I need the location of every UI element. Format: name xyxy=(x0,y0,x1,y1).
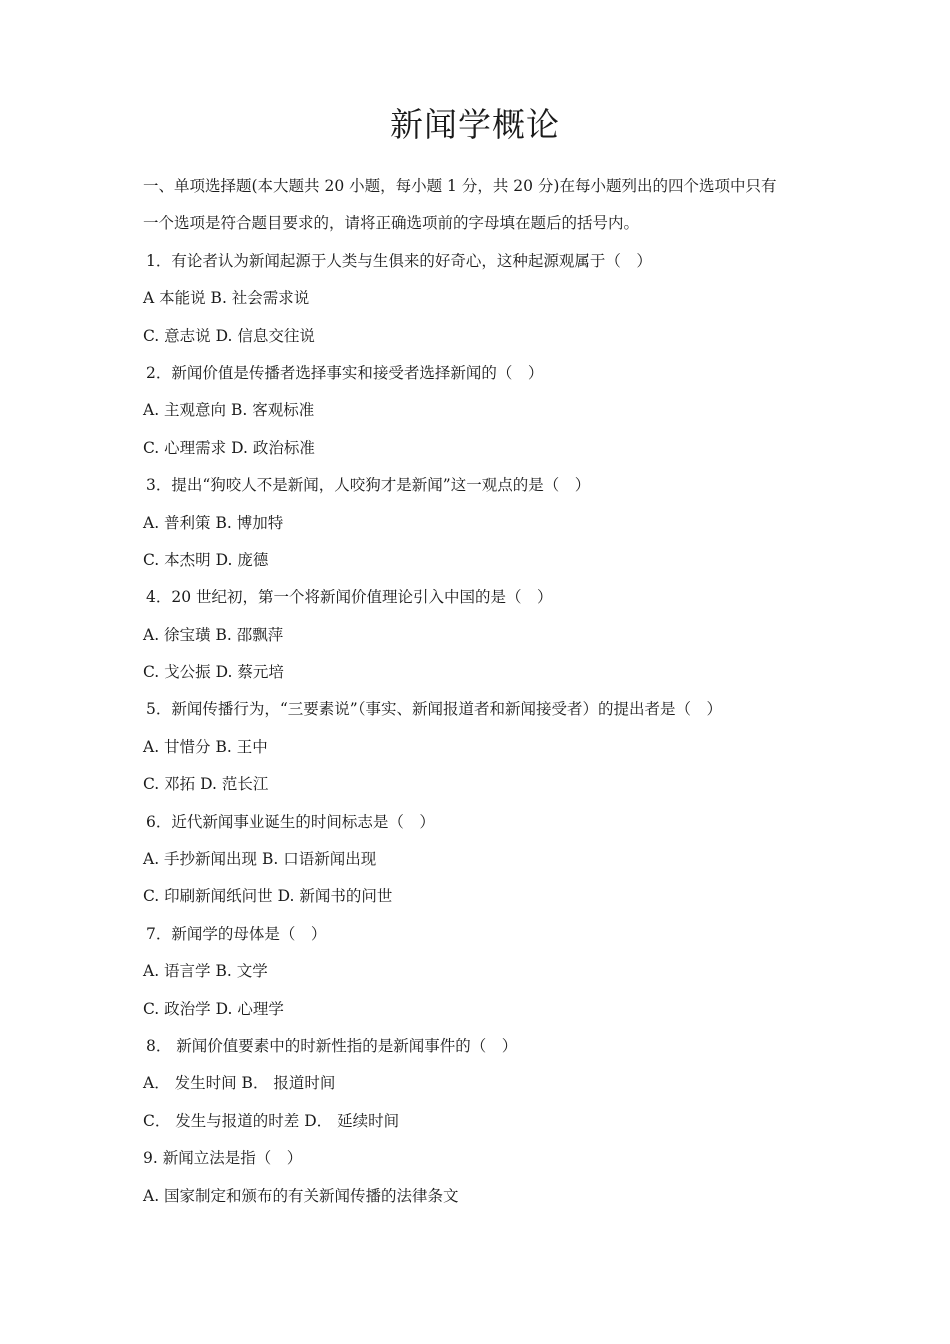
question-2-options-ab: A. 主观意向 B. 客观标准 xyxy=(143,401,315,420)
document-body xyxy=(143,168,823,1215)
question-3: 3．提出“狗咬人不是新闻，人咬狗才是新闻”这一观点的是（ ） xyxy=(146,476,591,495)
question-5-options-ab: A. 甘惜分 B. 王中 xyxy=(143,737,268,756)
section-intro-line-1: 一、单项选择题(本大题共 20 小题，每小题 1 分，共 20 分)在每小题列出的四个选项中只有 xyxy=(143,177,777,195)
question-8-options-cd: C． 发生与报道的时差 D． 延续时间 xyxy=(143,1111,400,1130)
question-1: 1．有论者认为新闻起源于人类与生俱来的好奇心，这种起源观属于（ ） xyxy=(146,251,652,270)
question-6-options-cd: C. 印刷新闻纸问世 D. 新闻书的问世 xyxy=(143,887,393,906)
question-2: 2．新闻价值是传播者选择事实和接受者选择新闻的（ ） xyxy=(146,363,544,382)
question-1-options-cd: C. 意志说 D. 信息交往说 xyxy=(143,326,315,345)
question-5: 5．新闻传播行为，“三要素说”（事实、新闻报道者和新闻接受者）的提出者是（ ） xyxy=(146,700,722,719)
question-1-options-ab: A 本能说 B. 社会需求说 xyxy=(143,289,310,308)
question-7: 7．新闻学的母体是（ ） xyxy=(146,924,327,943)
question-4: 4．20 世纪初，第一个将新闻价值理论引入中国的是（ ） xyxy=(146,588,553,607)
question-6: 6．近代新闻事业诞生的时间标志是（ ） xyxy=(146,812,435,831)
document-title: 新闻学概论 xyxy=(390,105,560,144)
section-intro-line-2: 一个选项是符合题目要求的，请将正确选项前的字母填在题后的括号内。 xyxy=(143,214,640,233)
question-4-options-ab: A. 徐宝璜 B. 邵飘萍 xyxy=(143,625,284,644)
question-4-options-cd: C. 戈公振 D. 蔡元培 xyxy=(143,663,284,682)
question-9: 9. 新闻立法是指（ ） xyxy=(143,1149,303,1168)
question-5-options-cd: C. 邓拓 D. 范长江 xyxy=(143,775,269,794)
question-7-options-ab: A. 语言学 B. 文学 xyxy=(143,962,268,981)
question-8: 8． 新闻价值要素中的时新性指的是新闻事件的（ ） xyxy=(146,1036,518,1055)
question-3-options-ab: A. 普利策 B. 博加特 xyxy=(143,513,284,532)
question-7-options-cd: C. 政治学 D. 心理学 xyxy=(143,999,284,1018)
question-3-options-cd: C. 本杰明 D. 庞德 xyxy=(143,550,269,569)
question-6-options-ab: A. 手抄新闻出现 B. 口语新闻出现 xyxy=(143,850,377,869)
question-9-option-a: A. 国家制定和颁布的有关新闻传播的法律条文 xyxy=(143,1186,459,1205)
question-8-options-ab: A． 发生时间 B． 报道时间 xyxy=(143,1074,336,1093)
question-2-options-cd: C. 心理需求 D. 政治标准 xyxy=(143,438,315,457)
